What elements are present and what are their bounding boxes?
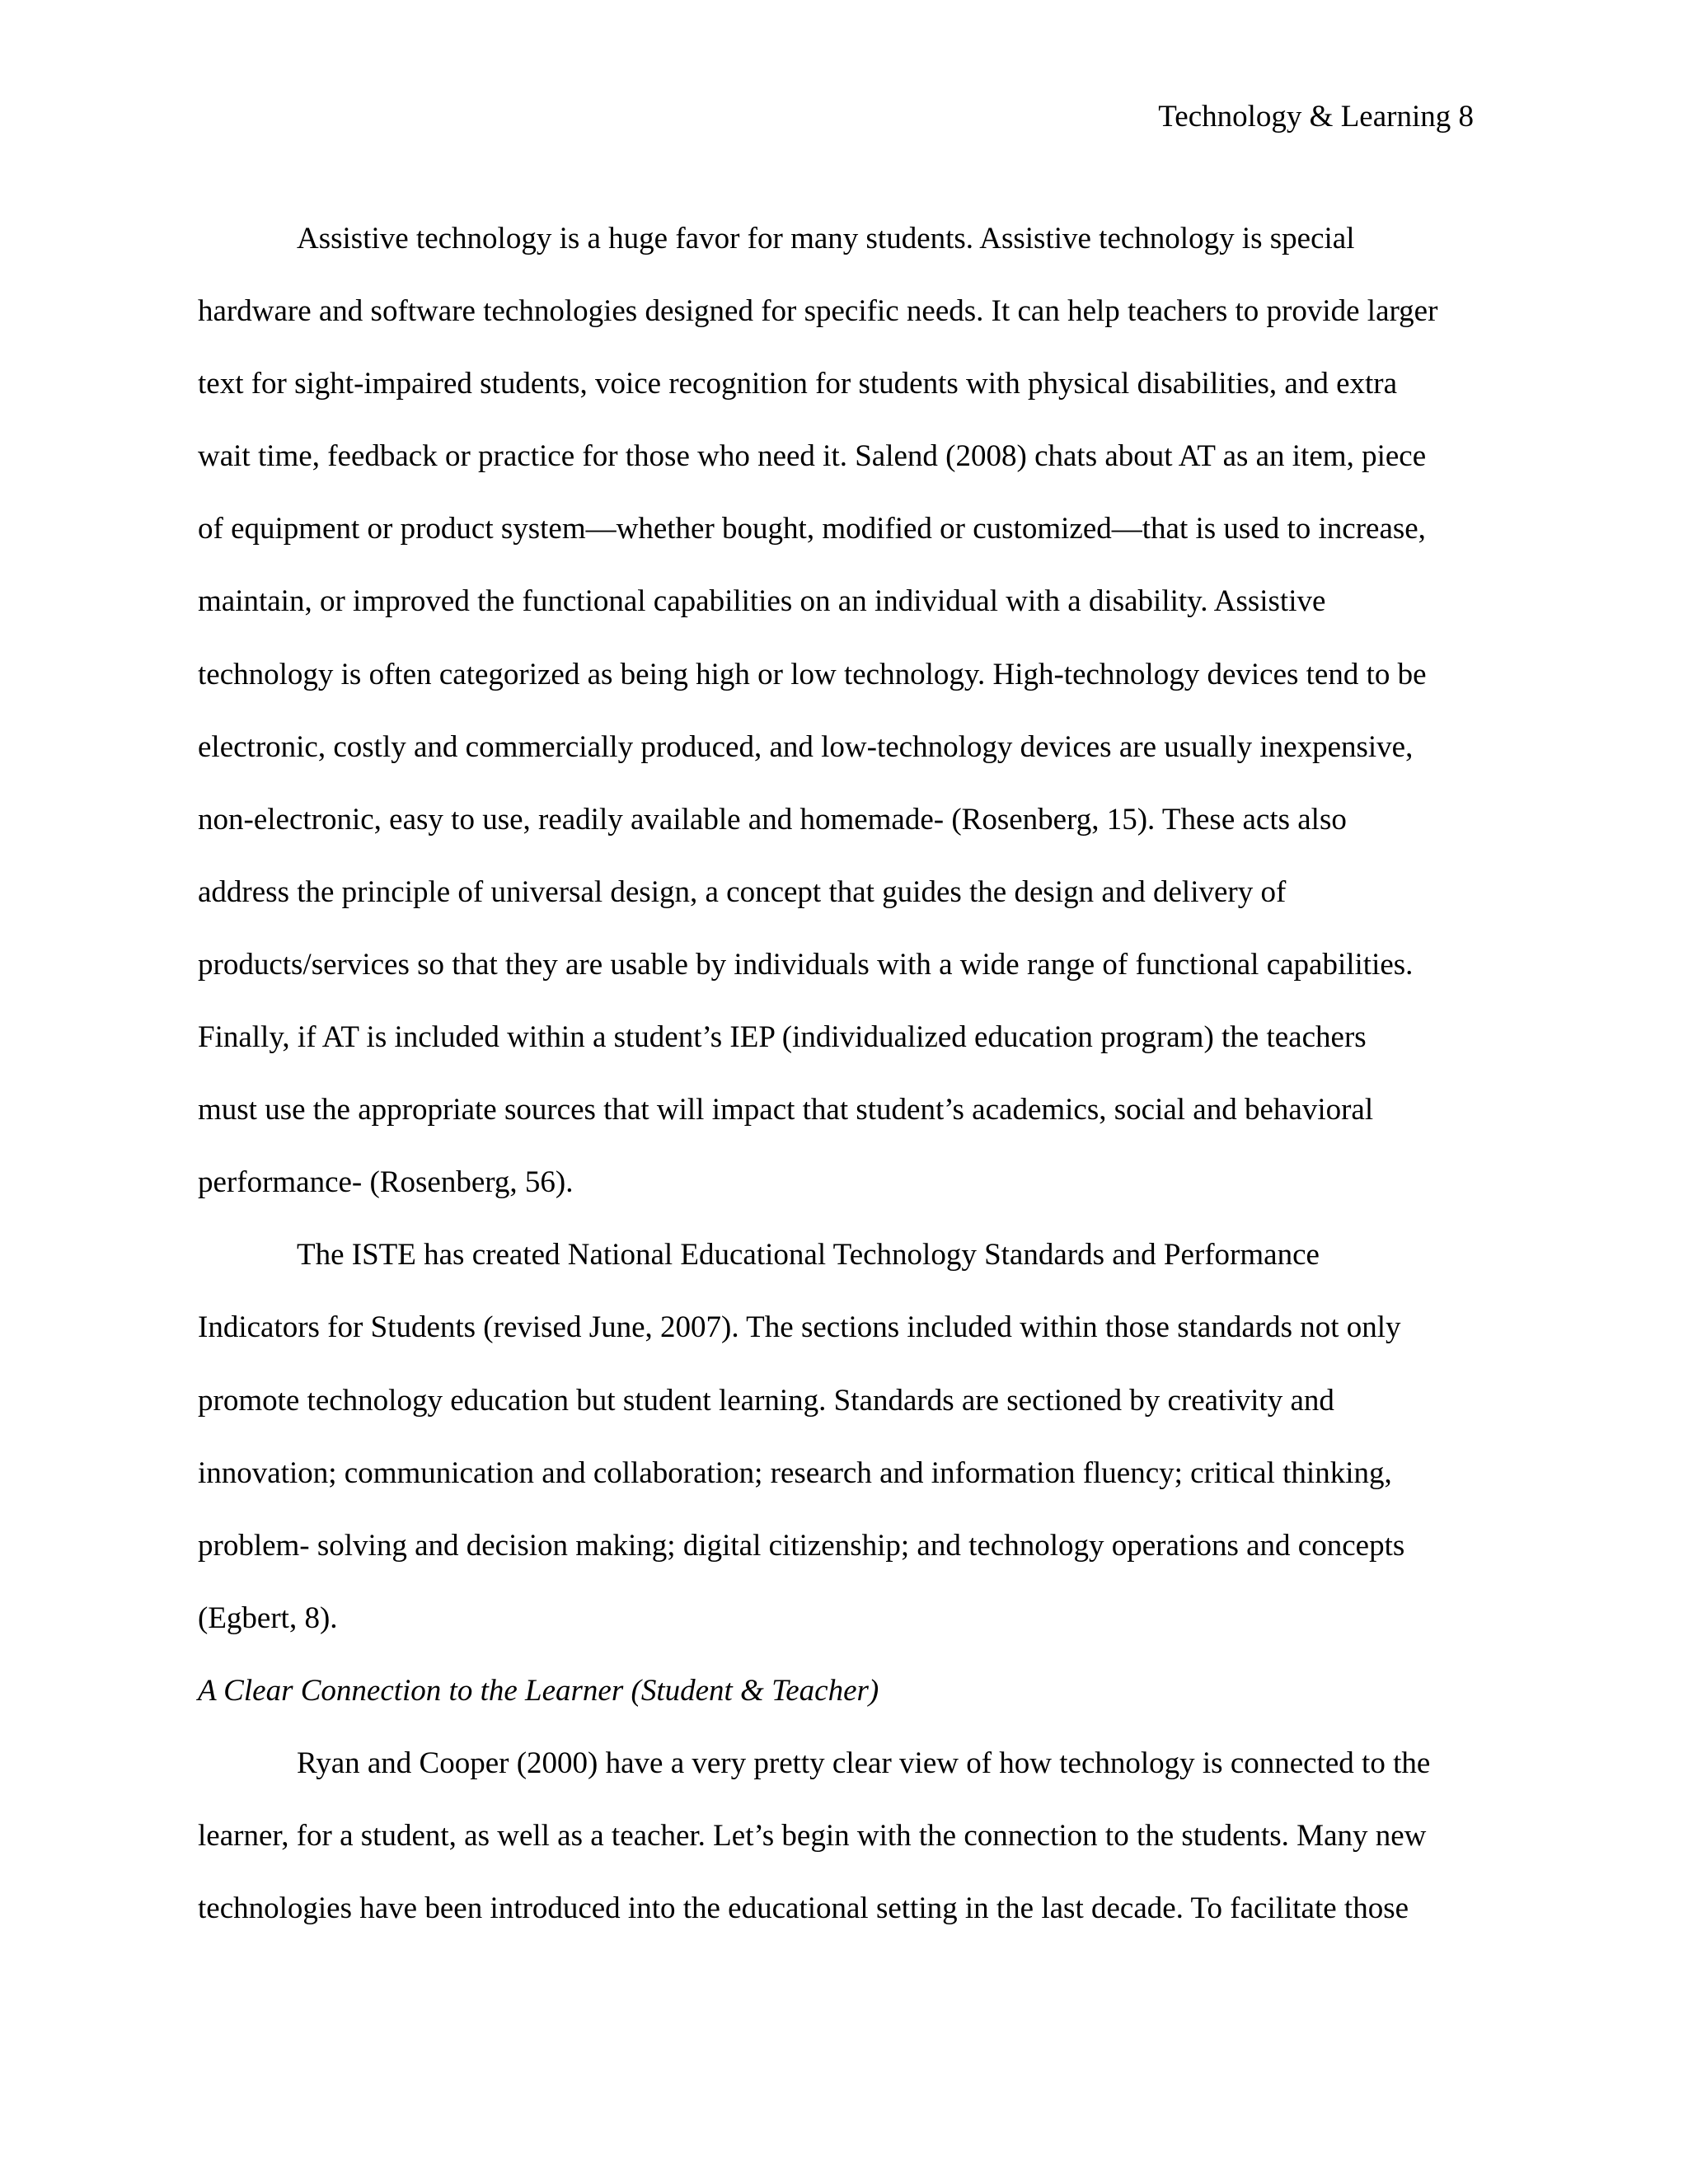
paragraph-line: technology is often categorized as being high or low technology. High-technology devices tend to be bbox=[198, 657, 1427, 691]
paragraph-line: of equipment or product system—whether bought, modified or customized—that is used to increase, bbox=[198, 512, 1426, 546]
paragraph-line: non-electronic, easy to use, readily available and homemade- (Rosenberg, 15). These acts also bbox=[198, 802, 1347, 837]
running-head: Technology & Learning 8 bbox=[1158, 100, 1474, 134]
paragraph-line: must use the appropriate sources that will impact that student’s academics, social and behavioral bbox=[198, 1093, 1374, 1127]
body-text bbox=[198, 203, 1492, 1945]
paragraph-line: wait time, feedback or practice for those who need it. Salend (2008) chats about AT as an item, piece bbox=[198, 439, 1427, 474]
paragraph-line: problem- solving and decision making; digital citizenship; and technology operations and concepts bbox=[198, 1528, 1405, 1563]
paragraph-line: (Egbert, 8). bbox=[198, 1601, 338, 1635]
paragraph-line: products/services so that they are usable by individuals with a wide range of functional capabilities. bbox=[198, 947, 1414, 982]
paragraph-line: maintain, or improved the functional capabilities on an individual with a disability. Assistive bbox=[198, 584, 1326, 619]
paragraph-line: learner, for a student, as well as a teacher. Let’s begin with the connection to the students. Many new bbox=[198, 1819, 1427, 1854]
paragraph-line: Assistive technology is a huge favor for many students. Assistive technology is special bbox=[297, 222, 1355, 255]
paragraph-line: Finally, if AT is included within a student’s IEP (individualized education program) the teachers bbox=[198, 1020, 1367, 1055]
paragraph-line: text for sight-impaired students, voice recognition for students with physical disabilities, and extra bbox=[198, 367, 1398, 401]
paragraph-line: hardware and software technologies designed for specific needs. It can help teachers to provide larger bbox=[198, 294, 1438, 329]
paragraph-line: electronic, costly and commercially produced, and low-technology devices are usually inexpensive, bbox=[198, 729, 1414, 764]
paragraph-line: technologies have been introduced into the educational setting in the last decade. To facilitate those bbox=[198, 1891, 1409, 1926]
paragraph-line: performance- (Rosenberg, 56). bbox=[198, 1165, 574, 1200]
section-heading: A Clear Connection to the Learner (Student & Teacher) bbox=[198, 1673, 879, 1708]
paragraph-line: address the principle of universal design, a concept that guides the design and delivery of bbox=[198, 874, 1287, 909]
paragraph-line: The ISTE has created National Educational Technology Standards and Performance bbox=[297, 1238, 1320, 1272]
paragraph-line: Ryan and Cooper (2000) have a very pretty clear view of how technology is connected to the bbox=[297, 1746, 1431, 1780]
paragraph-line: promote technology education but student learning. Standards are sectioned by creativity and bbox=[198, 1383, 1334, 1418]
paragraph-line: Indicators for Students (revised June, 2007). The sections included within those standards not only bbox=[198, 1310, 1401, 1345]
paragraph-line: innovation; communication and collaboration; research and information fluency; critical thinking, bbox=[198, 1455, 1392, 1490]
